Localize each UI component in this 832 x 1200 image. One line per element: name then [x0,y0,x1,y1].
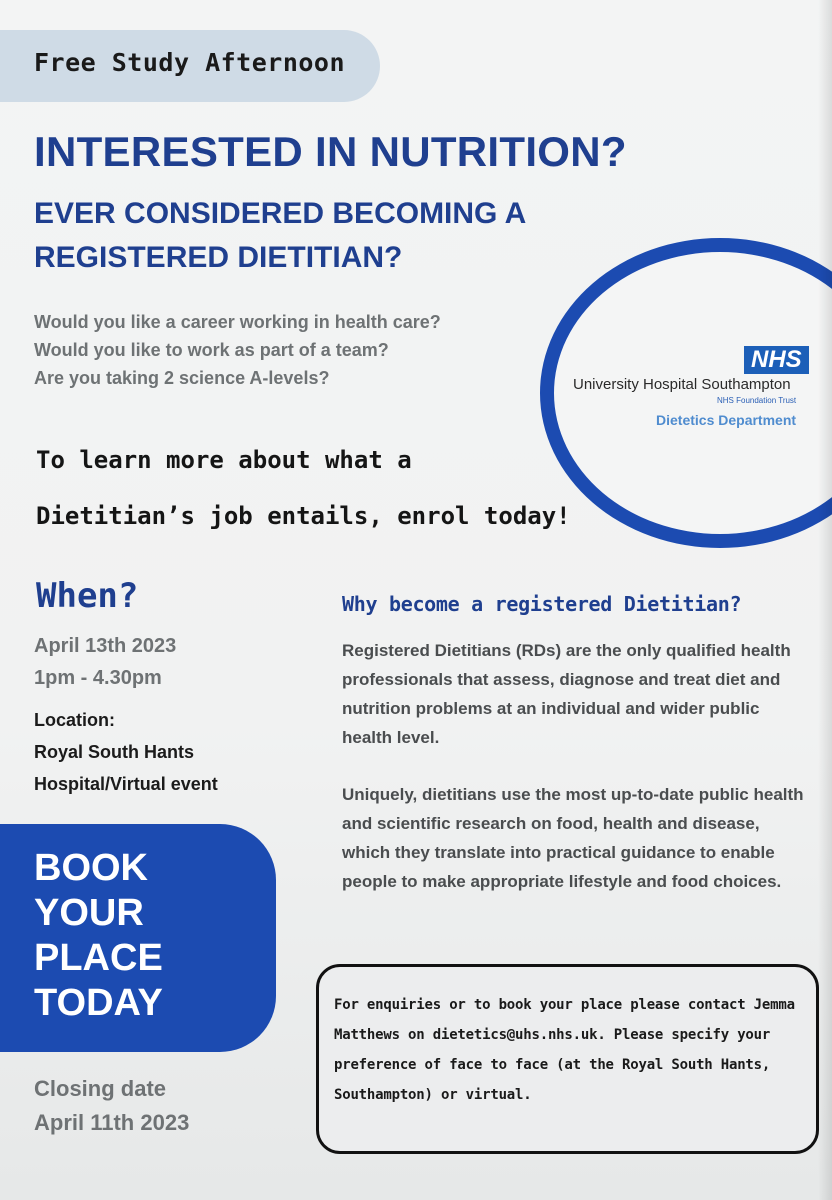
contact-text: For enquiries or to book your place please contact Jemma Matthews on dietetics@uhs.nhs.uk. Please specify your preference of face to face (at the Royal South Hants, Southampton) or virtual. [334,997,795,1103]
question-item: Would you like to work as part of a team? [34,340,389,360]
book-your-place-text: BOOK YOUR PLACE TODAY [34,847,163,1024]
location-line1: Royal South Hants [34,742,195,762]
event-time: 1pm - 4.30pm [34,667,162,689]
question-item: Would you like a career working in health care? [34,312,441,332]
logo-circle [540,238,832,548]
why-paragraph-2: Uniquely, dietitians use the most up-to-date public health and scientific research on food, health and disease, which they translate into practical guidance to enable people to make appropriate lifestyle and food choices. [342,785,804,891]
closing-label: Closing date [34,1076,167,1101]
sub-headline-line1: EVER CONSIDERED BECOMING A [34,197,527,230]
learn-more-text [36,432,571,544]
event-location [34,704,218,800]
when-heading: When? [36,576,139,616]
sub-headline-line2: REGISTERED DIETITIAN? [34,241,403,274]
questions-list [34,308,441,392]
location-line2: Hospital/Virtual event [34,774,218,794]
department-name: Dietetics Department [656,412,797,428]
closing-value: April 11th 2023 [34,1110,190,1135]
nhs-logo: NHS [744,346,809,374]
learn-more-line1: To learn more about what a [36,446,412,474]
why-heading: Why become a registered Dietitian? [342,592,742,616]
question-item: Are you taking 2 science A-levels? [34,368,330,388]
banner-label: Free Study Afternoon [34,48,346,77]
trust-name: NHS Foundation Trust [717,396,797,405]
learn-more-line2: Dietitian’s job entails, enrol today! [36,502,571,530]
hospital-name: University Hospital Southampton [573,376,791,393]
why-paragraph-1: Registered Dietitians (RDs) are the only qualified health professionals that assess, diagnose and treat diet and nutrition problems at an individual and wider public health level. [342,641,791,747]
closing-date [34,1072,189,1140]
sub-headline [34,192,526,280]
location-label: Location: [34,710,115,730]
main-headline: INTERESTED IN NUTRITION? [34,128,627,175]
free-study-banner [0,30,380,102]
event-datetime [34,630,176,694]
event-date: April 13th 2023 [34,635,177,657]
